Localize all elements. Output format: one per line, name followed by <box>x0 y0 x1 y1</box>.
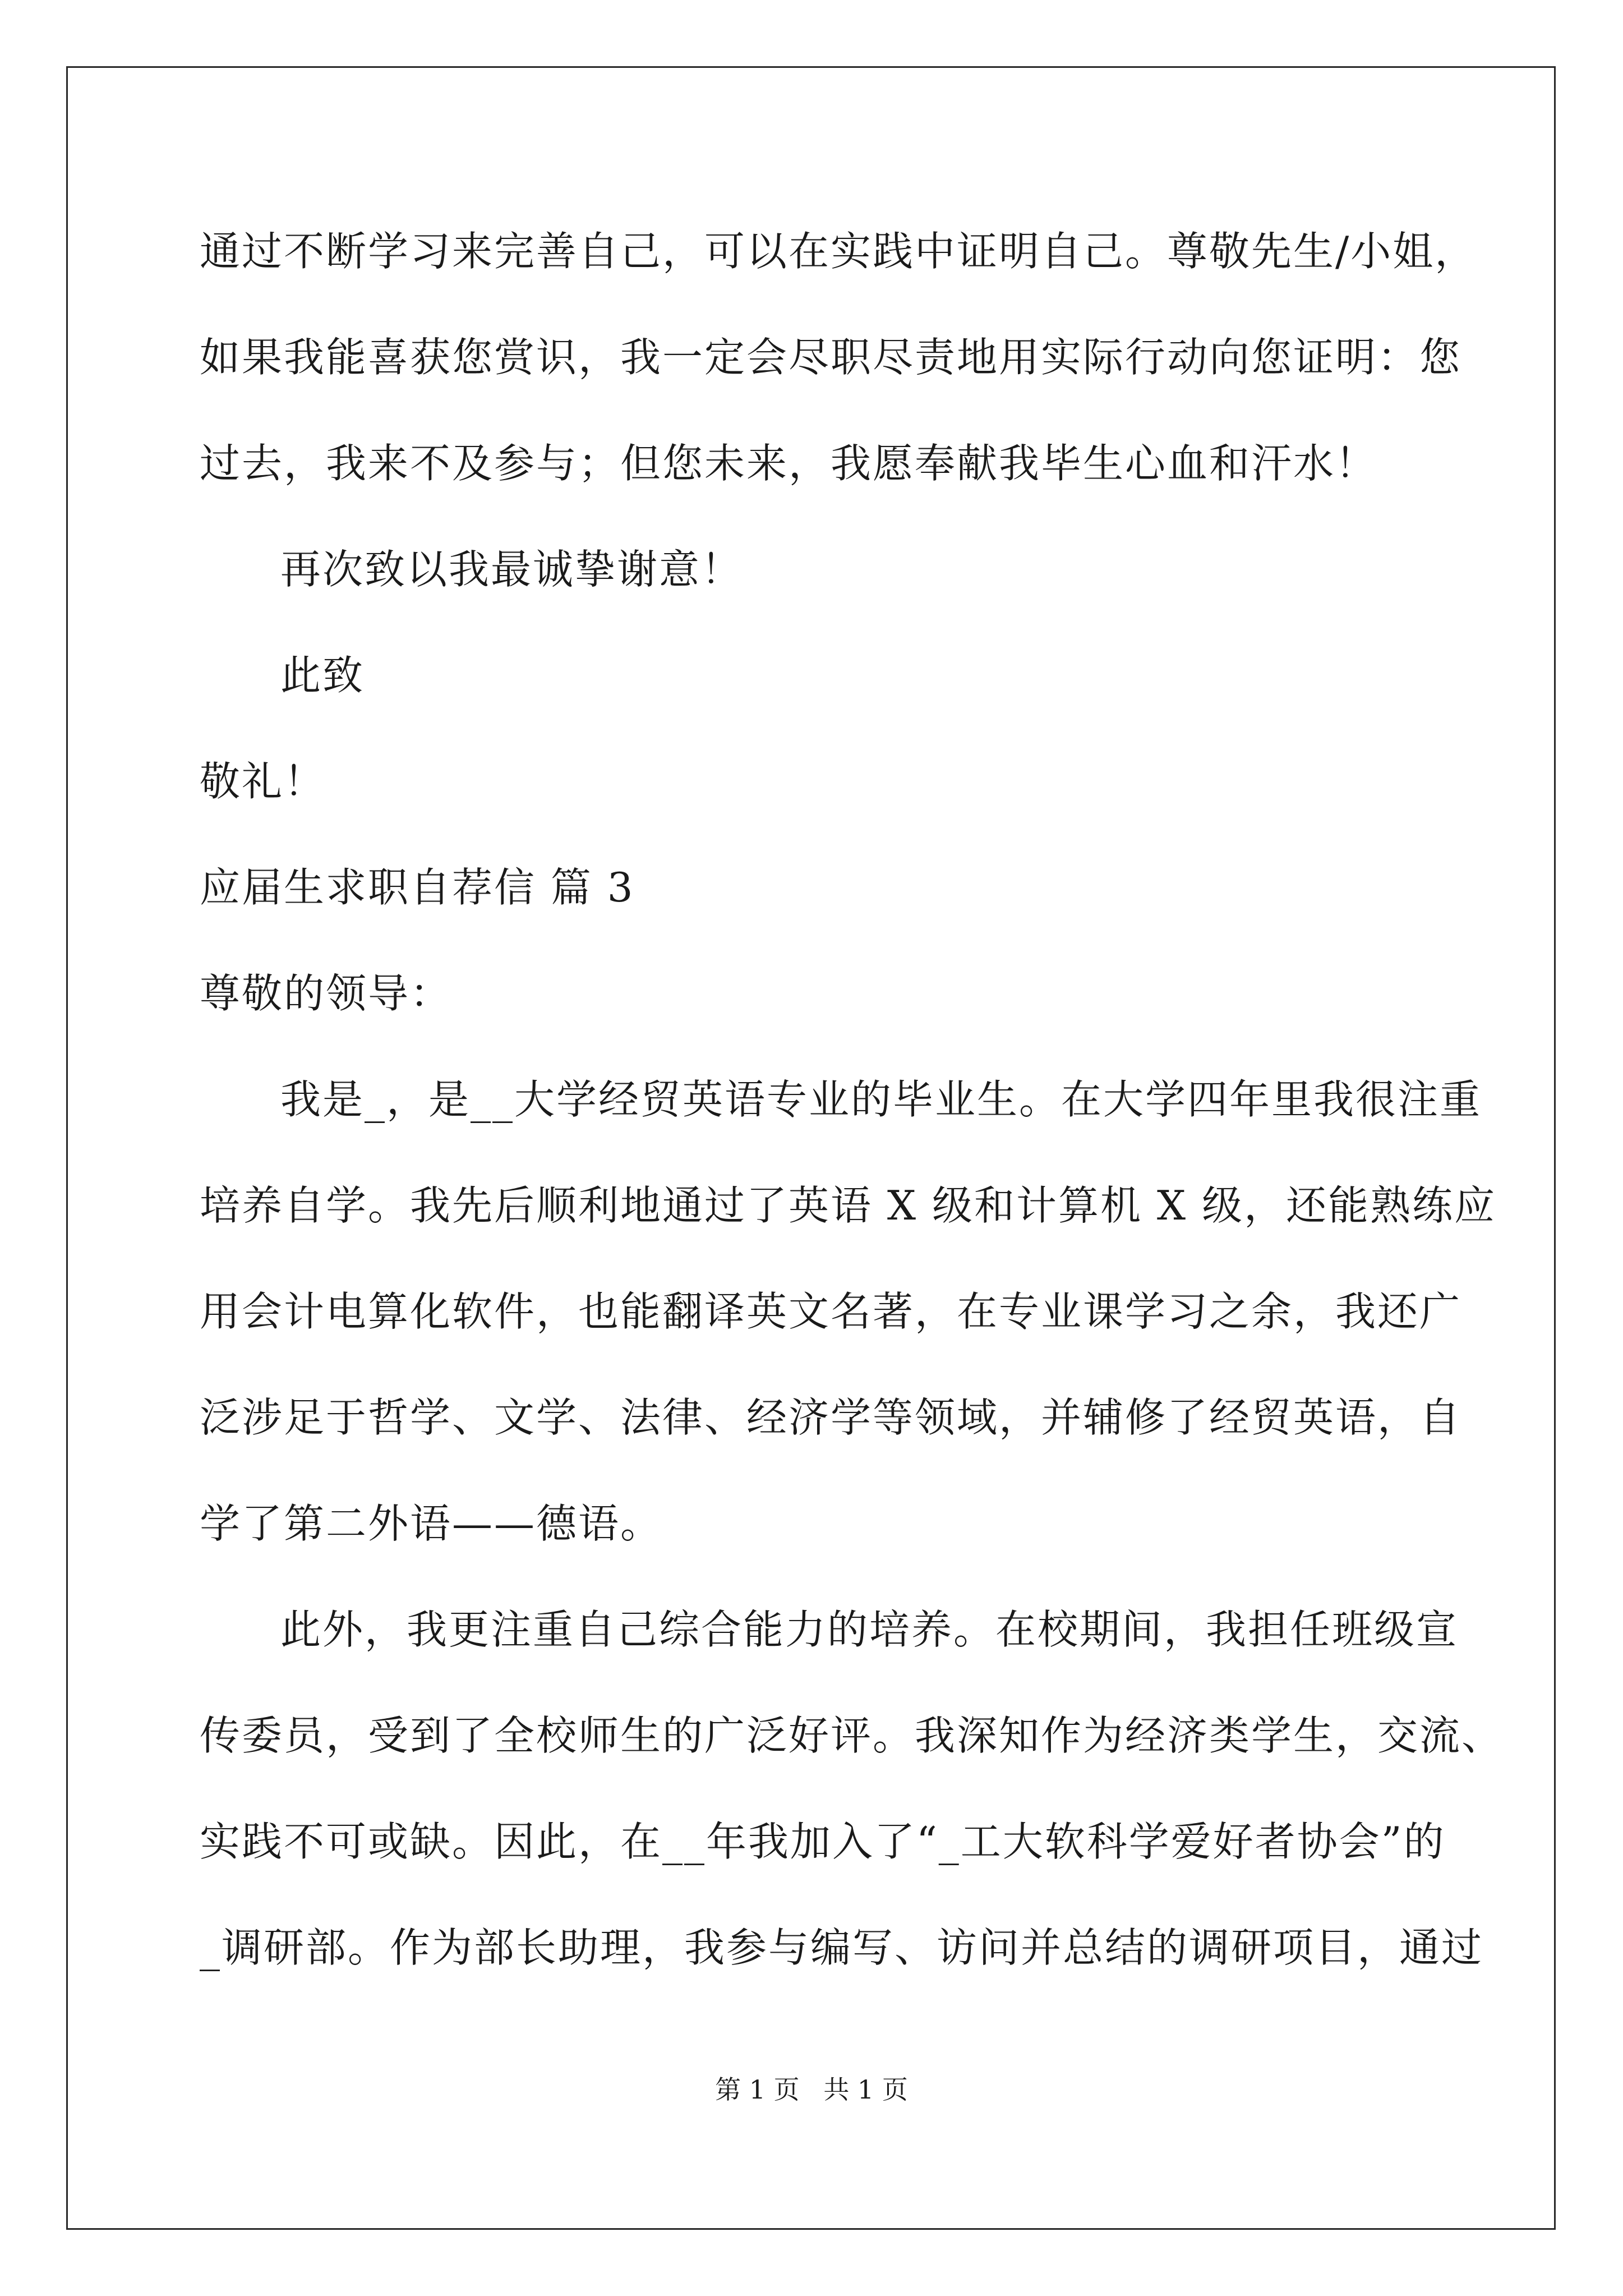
page-number-total: 共 1 页 <box>823 2074 908 2105</box>
text-line: 再次致以我最诚挚谢意！ <box>280 546 744 593</box>
section-heading: 应届生求职自荐信 篇 3 <box>200 864 635 911</box>
text-line: 实践不可或缺。因此，在__年我加入了“_工大软科学爱好者协会”的 <box>200 1818 1446 1865</box>
text-line: 泛涉足于哲学、文学、法律、经济学等领域，并辅修了经贸英语，自 <box>200 1394 1462 1441</box>
page-number-current: 第 1 页 <box>715 2074 800 2105</box>
text-line: 过去，我来不及参与；但您未来，我愿奉献我毕生心血和汗水！ <box>200 440 1378 487</box>
salutation: 尊敬的领导： <box>200 970 453 1017</box>
text-line: 通过不断学习来完善自己，可以在实践中证明自己。尊敬先生/小姐， <box>200 228 1477 275</box>
text-line: 我是_，是__大学经贸英语专业的毕业生。在大学四年里我很注重 <box>280 1076 1482 1123</box>
text-line: 敬礼！ <box>200 758 326 805</box>
text-line: 用会计电算化软件，也能翻译英文名著，在专业课学习之余，我还广 <box>200 1288 1462 1335</box>
page-footer <box>0 2074 1623 2105</box>
text-line: 如果我能喜获您赏识，我一定会尽职尽责地用实际行动向您证明：您 <box>200 334 1462 381</box>
page-frame <box>66 66 1556 2230</box>
text-line: 培养自学。我先后顺利地通过了英语 X 级和计算机 X 级，还能熟练应 <box>200 1182 1497 1229</box>
text-line: 学了第二外语——德语。 <box>200 1500 663 1547</box>
text-line: 传委员，受到了全校师生的广泛好评。我深知作为经济类学生，交流、 <box>200 1712 1504 1759</box>
text-line: _调研部。作为部长助理，我参与编写、访问并总结的调研项目，通过 <box>200 1924 1484 1971</box>
text-line: 此致 <box>280 652 365 699</box>
text-line: 此外，我更注重自己综合能力的培养。在校期间，我担任班级宣 <box>280 1606 1459 1653</box>
